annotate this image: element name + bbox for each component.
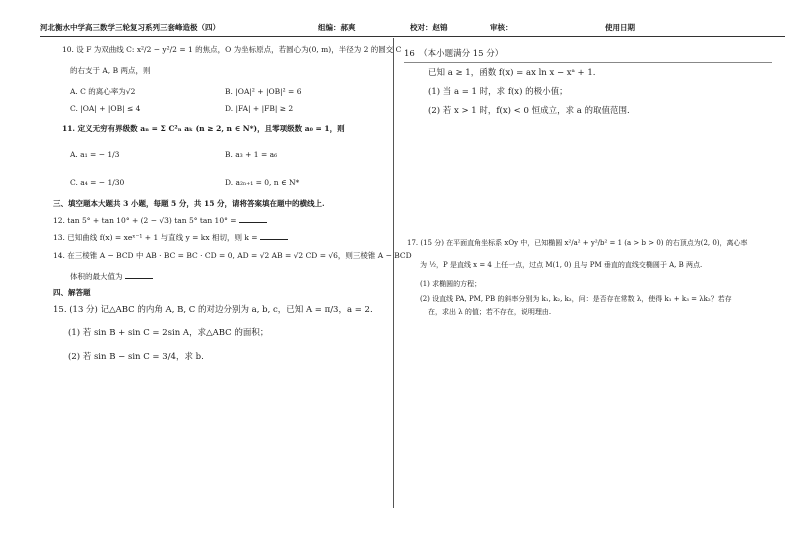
header-editor: 组编：郝爽 [318, 23, 356, 32]
column-divider [393, 38, 394, 508]
q11-option-a: A. a₁ = − 1/3 [70, 150, 120, 159]
page-header [40, 22, 785, 36]
q11-option-d: D. a₂ₙ₊₁ = 0, n ∈ N* [225, 178, 300, 187]
q17-part-2-cont: 在，求出 λ 的值；若不存在，说明理由. [428, 308, 552, 316]
q15-stem: 15. (13 分) 记△ABC 的内角 A, B, C 的对边分别为 a, b, c，已知 A = π/3，a = 2. [53, 305, 373, 315]
q10-stem-line2: 的右支于 A, B 两点，则 [70, 66, 151, 75]
q11-stem: 11. 定义无穷有界级数 aₙ = Σ C²ₙ aₖ (n ≥ 2, n ∈ N*)，且零项级数 a₀ = 1，则 [62, 124, 345, 133]
q12-text: 12. tan 5° + tan 10° + (2 − √3) tan 5° tan 10° = [53, 216, 237, 225]
q13-answer-blank [260, 231, 288, 240]
q13-text: 13. 已知曲线 f(x) = xeˣ⁻¹ + 1 与直线 y = kx 相切，则 k = [53, 233, 258, 242]
section-3-heading: 三、填空题本大题共 3 小题，每题 5 分，共 15 分，请将答案填在题中的横线上. [53, 199, 325, 208]
q11-option-b: B. a₃ + 1 = a₆ [225, 150, 278, 159]
q10-option-c: C. |OA| + |OB| ≤ 4 [70, 104, 141, 113]
q15-part-2: (2) 若 sin B − sin C = 3/4，求 b. [68, 352, 204, 362]
q16-title-rule [404, 62, 772, 63]
q17-part-1: (1) 求椭圆的方程； [420, 280, 482, 288]
q14-stem-line1: 14. 在三棱锥 A − BCD 中 AB · BC = BC · CD = 0, AD = √2 AB = √2 CD = √6，则三棱锥 A − BCD [53, 251, 412, 260]
q17-stem-line1: 17. (15 分) 在平面直角坐标系 xOy 中，已知椭圆 x²/a² + y²/b² = 1 (a > b > 0) 的右顶点为(2, 0)，离心率 [407, 239, 748, 247]
q16-part-2: (2) 若 x > 1 时，f(x) < 0 恒成立，求 a 的取值范围. [428, 106, 630, 116]
q11-option-c: C. a₄ = − 1/30 [70, 178, 125, 187]
q14-answer-blank [125, 270, 153, 279]
q10-option-a: A. C 的离心率为√2 [70, 87, 136, 96]
q16-title: 16 （本小题满分 15 分） [404, 49, 504, 59]
section-4-heading: 四、解答题 [53, 288, 91, 297]
q10-stem-line1: 10. 设 F 为双曲线 C: x²/2 − y²/2 = 1 的焦点，O 为坐标原点，若圆心为(0, m)，半径为 2 的圆交 C [62, 45, 402, 54]
q15-part-1: (1) 若 sin B + sin C = 2sin A，求△ABC 的面积； [68, 328, 269, 338]
header-proofreader: 校对：赵锦 [410, 23, 448, 32]
q16-part-1: (1) 当 a = 1 时，求 f(x) 的极小值； [428, 87, 568, 97]
q17-part-2: (2) 设直线 PA, PM, PB 的斜率分别为 k₁, k₂, k₃，问：是否存在常数 λ，使得 k₁ + k₃ = λk₂？若存 [420, 295, 732, 303]
q14-stem-line2 [70, 270, 153, 282]
q17-stem-line2: 为 ½，P 是直线 x = 4 上任一点，过点 M(1, 0) 且与 PM 垂直的直线交椭圆于 A, B 两点. [420, 261, 703, 269]
q16-stem: 已知 a ≥ 1，函数 f(x) = ax ln x − xᵃ + 1. [428, 68, 596, 78]
q12-answer-blank [239, 214, 267, 223]
header-title: 河北衡水中学高三数学三轮复习系列三套峰造极（四） [40, 23, 220, 32]
q13-stem [53, 231, 288, 243]
header-rule [40, 36, 785, 37]
q12-stem [53, 214, 267, 226]
header-date-label: 使用日期 [605, 23, 635, 32]
q10-option-d: D. |FA| + |FB| ≥ 2 [225, 104, 294, 113]
q10-option-b: B. |OA|² + |OB|² = 6 [225, 87, 302, 96]
q14-text: 体积的最大值为 [70, 272, 123, 281]
header-reviewer: 审核： [490, 23, 513, 32]
